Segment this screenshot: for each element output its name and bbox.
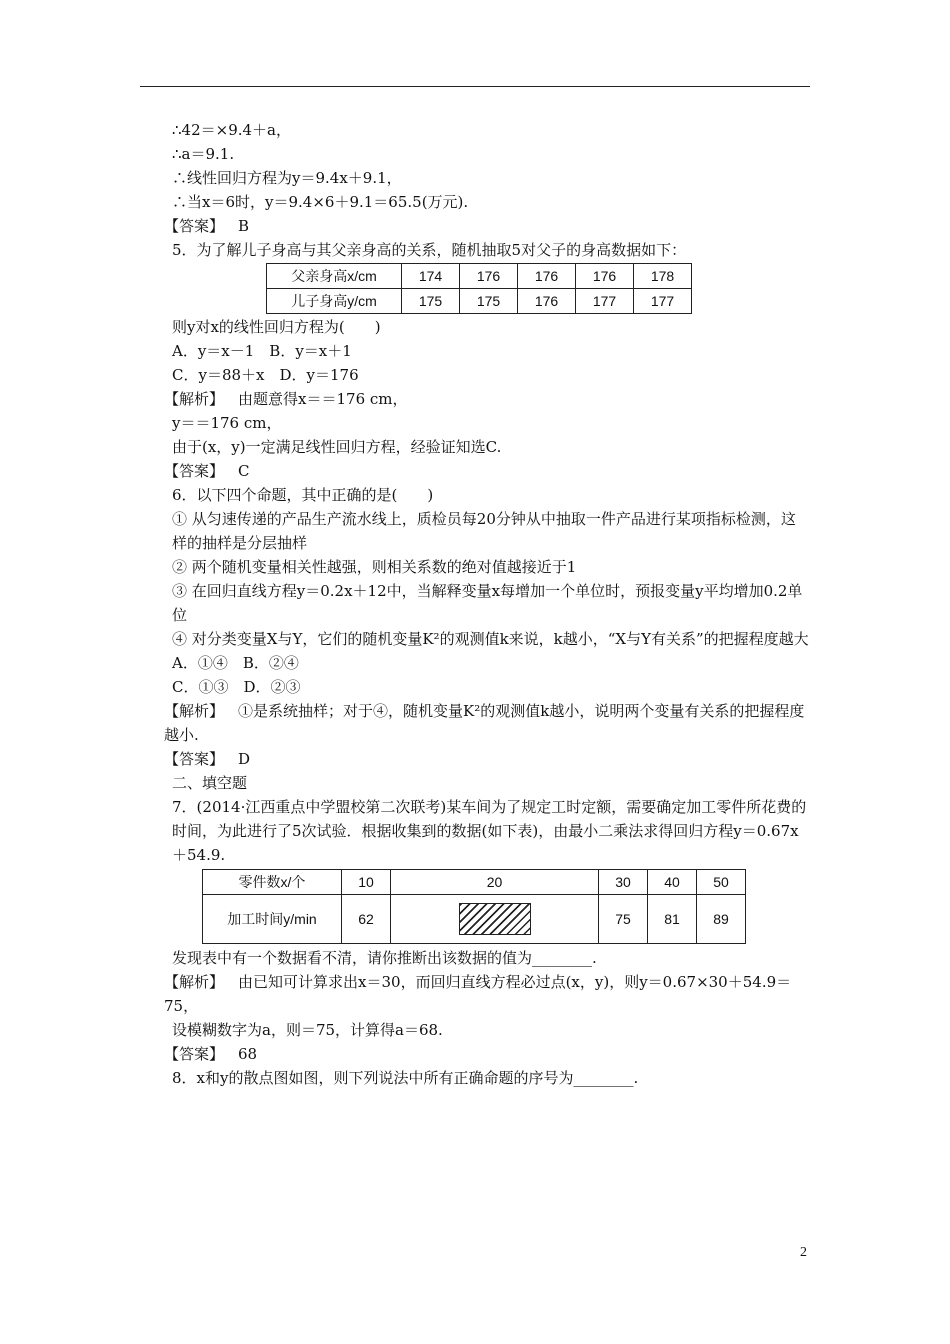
header-rule [140,86,810,87]
table-header-cell: 零件数x/个 [203,870,342,895]
options-ab: A．①④ B．②④ [172,654,299,672]
solution-line: ∴线性回归方程为y＝9.4x＋9.1， [172,169,402,187]
page-content [140,118,810,1090]
options-ab: A．y＝x－1 B．y＝x＋1 [172,342,352,360]
blurred-cell [391,895,599,944]
table-cell: 40 [648,870,697,895]
table-cell: 20 [391,870,599,895]
answer-value: D [238,750,251,768]
table-cell: 10 [342,870,391,895]
answer-line [140,459,810,483]
analysis-tag: 【解析】 [164,702,225,720]
table-cell: 177 [576,289,634,314]
answer-line [140,747,810,771]
question-stem: 5．为了解儿子身高与其父亲身高的关系，随机抽取5对父子的身高数据如下： [172,241,687,259]
table-cell: 176 [518,289,576,314]
analysis-line: 设模糊数字为a，则＝75，计算得a＝68. [172,1021,443,1039]
analysis-text: 由已知可计算求出x＝30，而回归直线方程必过点(x，y)，则y＝0.67×30＋54.9＝75， [164,973,792,1015]
table-cell: 30 [599,870,648,895]
table-cell: 175 [460,289,518,314]
table-cell: 50 [697,870,746,895]
table-cell: 176 [576,264,634,289]
table-cell: 178 [634,264,692,289]
answer-tag: 【答案】 [164,462,225,480]
proposition-2: ② 两个随机变量相关性越强，则相关系数的绝对值越接近于1 [172,558,577,576]
table-row [203,895,746,944]
table-row [203,870,746,895]
question-text: 发现表中有一个数据看不清，请你推断出该数据的值为________. [172,949,597,967]
answer-line [140,1042,810,1066]
table-header-cell: 加工时间y/min [203,895,342,944]
analysis-tag: 【解析】 [164,390,225,408]
proposition-3: ③ 在回归直线方程y＝0.2x＋12中，当解释变量x每增加一个单位时，预报变量y平均增加0.2单位 [172,582,803,624]
height-data-table [266,263,692,314]
solution-line: ∴a＝9.1. [172,145,235,163]
table-cell: 81 [648,895,697,944]
proposition-1: ① 从匀速传递的产品生产流水线上，质检员每20分钟从中抽取一件产品进行某项指标检测，这样的抽样是分层抽样 [172,510,796,552]
machining-data-table [202,869,746,944]
answer-tag: 【答案】 [164,217,225,235]
solution-line: ∴当x＝6时，y＝9.4×6＋9.1＝65.5(万元). [172,193,469,211]
analysis-line [140,387,810,411]
analysis-line: y＝＝176 cm， [172,414,282,432]
answer-tag: 【答案】 [164,750,225,768]
answer-value: 68 [238,1045,258,1063]
proposition-4: ④ 对分类变量X与Y，它们的随机变量K²的观测值k来说，k越小，“X与Y有关系”的把握程度越大 [172,630,809,648]
analysis-text: 由题意得x＝＝176 cm， [238,390,408,408]
blurred-value-box [459,903,531,935]
table-header-cell: 父亲身高x/cm [267,264,402,289]
table-header-cell: 儿子身高y/cm [267,289,402,314]
analysis-tag: 【解析】 [164,973,225,991]
analysis-line: 由于(x，y)一定满足线性回归方程，经验证知选C. [172,438,502,456]
table-row [267,289,692,314]
table-row [267,264,692,289]
page-number: 2 [800,1245,807,1260]
table-cell: 177 [634,289,692,314]
table-cell: 176 [460,264,518,289]
analysis-line [140,699,810,747]
solution-line: ∴42＝×9.4＋a， [172,121,291,139]
analysis-text: ①是系统抽样；对于④，随机变量K²的观测值k越小，说明两个变量有关系的把握程度越小. [164,702,805,744]
analysis-line [140,970,810,1018]
table-cell: 89 [697,895,746,944]
answer-line [140,214,810,238]
table-cell: 174 [402,264,460,289]
table-cell: 175 [402,289,460,314]
question-text: 则y对x的线性回归方程为( ) [172,318,381,336]
answer-value: C [238,462,250,480]
question-stem: 6．以下四个命题，其中正确的是( ) [172,486,434,504]
options-cd: C．y＝88＋x D．y＝176 [172,366,359,384]
table-cell: 176 [518,264,576,289]
options-cd: C．①③ D．②③ [172,678,301,696]
question-stem: 8．x和y的散点图如图，则下列说法中所有正确命题的序号为________. [172,1069,639,1087]
answer-value: B [238,217,250,235]
table-cell: 75 [599,895,648,944]
question-stem: 7．(2014·江西重点中学盟校第二次联考)某车间为了规定工时定额，需要确定加工零件所花费的时间，为此进行了5次试验．根据收集到的数据(如下表)，由最小二乘法求得回归方程y＝0.67x＋54.9. [172,798,807,864]
section-heading: 二、填空题 [172,774,248,792]
table-cell: 62 [342,895,391,944]
answer-tag: 【答案】 [164,1045,225,1063]
